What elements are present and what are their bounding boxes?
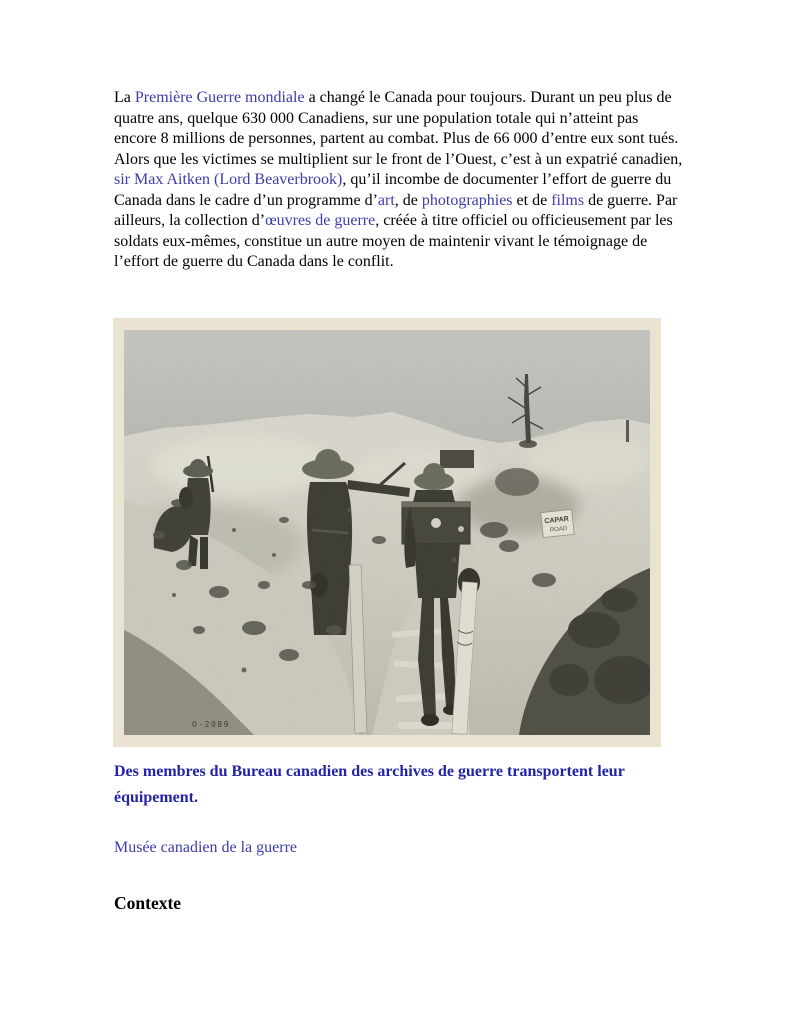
paragraph-text: , créée à titre officiel ou officieusement par les soldats eux-mêmes, constitue un autre moyen de maintenir vivant le témoignage de l’effort de guerre du Canada dans le conflit. (114, 212, 673, 270)
paragraph-text: La (114, 89, 135, 106)
paragraph-text: a changé le Canada pour toujours. Durant un peu plus de quatre ans, quelque 630 000 Canadiens, sur une population totale qui n’atteint pas encore 8 millions de personnes, partent au combat. Plus de 66 000 d’entre eux sont tués. Alors que les victimes se multiplient sur le front de l’Ouest, c’est à un expatrié canadien, (114, 89, 683, 168)
link-premiere-guerre-mondiale[interactable]: Première Guerre mondiale (134, 89, 305, 106)
link-oeuvres-de-guerre[interactable]: œuvres de guerre (265, 212, 376, 229)
paragraph-text: de guerre. Par ailleurs, la collection d’ (114, 191, 678, 229)
article-content (114, 88, 684, 914)
photo-caption: Des membres du Bureau canadien des archives de guerre transportent leur équipement. (114, 762, 625, 806)
link-photographies[interactable]: photographies (421, 191, 513, 209)
link-art[interactable]: art (377, 191, 395, 209)
paragraph-text: et de (512, 191, 552, 209)
war-photo-illustration (124, 330, 650, 735)
photo-credit (114, 838, 684, 858)
paragraph-text: , qu’il incombe de documenter l’effort de guerre du Canada dans le cadre d’un programme d’ (114, 171, 672, 209)
paragraph-text: , de (394, 191, 422, 209)
section-heading-contexte: Contexte (114, 892, 182, 913)
photo-grain (124, 330, 650, 735)
war-photo (113, 318, 661, 747)
link-films[interactable]: films (551, 191, 585, 209)
link-musee-canadien[interactable]: Musée canadien de la guerre (114, 838, 298, 856)
link-max-aitken[interactable]: sir Max Aitken (Lord Beaverbrook) (114, 171, 343, 188)
intro-paragraph (114, 88, 684, 273)
